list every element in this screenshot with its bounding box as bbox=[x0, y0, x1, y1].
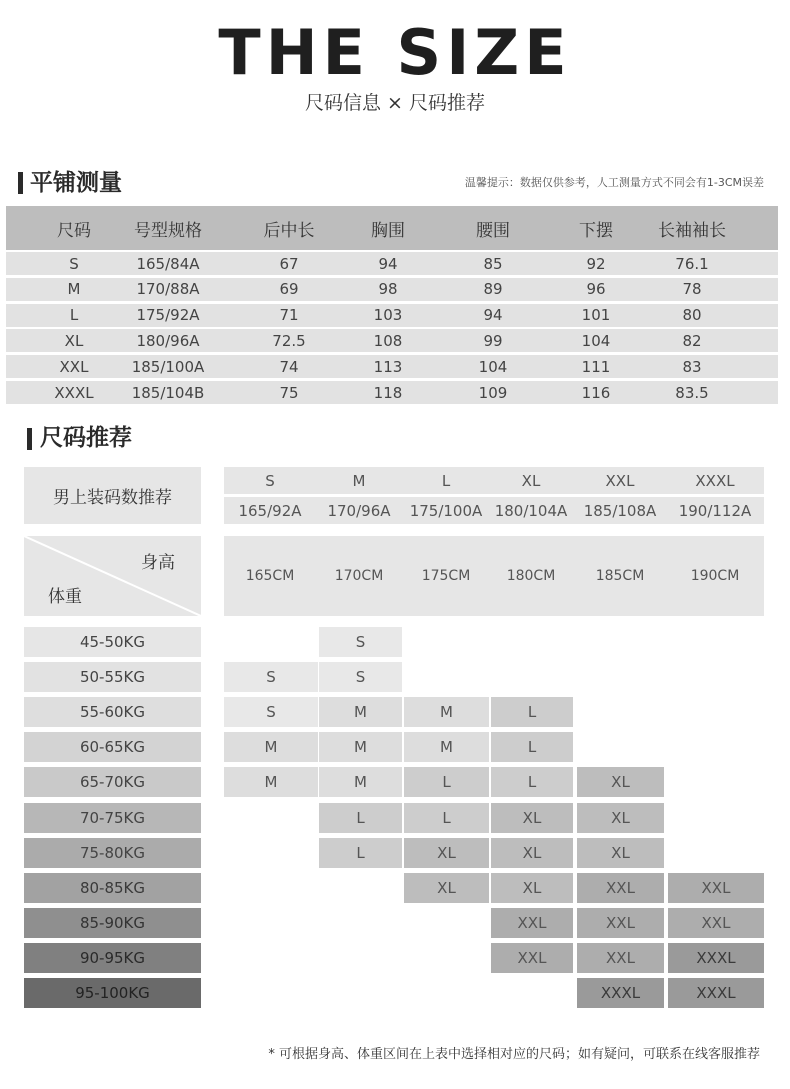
spec-label: 190/112A bbox=[678, 501, 752, 520]
weight-range: 70-75KG bbox=[24, 803, 201, 833]
size-recommendation: M bbox=[224, 732, 318, 762]
spec-label: 180/104A bbox=[494, 501, 568, 520]
table-cell: 94 bbox=[378, 254, 398, 273]
size-recommendation: M bbox=[224, 767, 318, 797]
weight-range: 65-70KG bbox=[24, 767, 201, 797]
size-recommendation: XL bbox=[491, 838, 573, 868]
section-title-flat: 平铺测量 bbox=[30, 170, 122, 196]
table-cell: 113 bbox=[373, 357, 403, 376]
weight-range: 45-50KG bbox=[24, 627, 201, 657]
weight-range: 90-95KG bbox=[24, 943, 201, 973]
section-title-recommend: 尺码推荐 bbox=[40, 425, 132, 451]
table-cell: XXL bbox=[59, 357, 89, 376]
table-cell: 75 bbox=[279, 383, 299, 402]
size-label: L bbox=[441, 471, 451, 490]
size-label: XXL bbox=[605, 471, 635, 490]
table-cell: 109 bbox=[478, 383, 508, 402]
table-cell: 85 bbox=[483, 254, 503, 273]
column-header: 后中长 bbox=[263, 220, 315, 241]
size-recommendation: M bbox=[319, 697, 402, 727]
weight-range: 75-80KG bbox=[24, 838, 201, 868]
size-recommendation: XXL bbox=[577, 943, 664, 973]
size-recommendation: L bbox=[319, 838, 402, 868]
size-recommendation: L bbox=[491, 697, 573, 727]
table-cell: 82 bbox=[682, 331, 702, 350]
height-value: 170CM bbox=[334, 568, 384, 584]
page-title: THE SIZE bbox=[218, 16, 572, 89]
table-cell: 180/96A bbox=[136, 331, 200, 350]
table-cell: 103 bbox=[373, 306, 403, 325]
spec-label: 175/100A bbox=[409, 501, 483, 520]
table-cell: 108 bbox=[373, 331, 403, 350]
weight-range: 55-60KG bbox=[24, 697, 201, 727]
column-header: 胸围 bbox=[371, 220, 405, 241]
size-recommendation: S bbox=[319, 627, 402, 657]
spec-label: 170/96A bbox=[327, 501, 391, 520]
size-recommendation: XL bbox=[577, 767, 664, 797]
height-value: 165CM bbox=[245, 568, 295, 584]
size-recommendation: XL bbox=[491, 803, 573, 833]
table-cell: XL bbox=[64, 331, 84, 350]
size-label: XXXL bbox=[695, 471, 735, 490]
column-header: 尺码 bbox=[57, 220, 91, 241]
size-recommendation: M bbox=[319, 732, 402, 762]
table-cell: 111 bbox=[581, 357, 611, 376]
size-recommendation: L bbox=[404, 803, 489, 833]
table-cell: 98 bbox=[378, 280, 398, 299]
size-label: XL bbox=[521, 471, 541, 490]
weight-range: 50-55KG bbox=[24, 662, 201, 692]
table-cell: 92 bbox=[586, 254, 606, 273]
weight-range: 85-90KG bbox=[24, 908, 201, 938]
table-cell: XXXL bbox=[54, 383, 94, 402]
table-cell: 96 bbox=[586, 280, 606, 299]
size-recommendation: M bbox=[319, 767, 402, 797]
table-cell: 76.1 bbox=[675, 254, 709, 273]
table-cell: 69 bbox=[279, 280, 299, 299]
height-value: 180CM bbox=[506, 568, 556, 584]
size-recommendation: M bbox=[404, 732, 489, 762]
size-recommendation: XXL bbox=[668, 908, 764, 938]
table-cell: 165/84A bbox=[136, 254, 200, 273]
column-header: 腰围 bbox=[476, 220, 510, 241]
size-recommendation: XXL bbox=[491, 908, 573, 938]
size-recommendation: XL bbox=[404, 873, 489, 903]
size-recommendation: L bbox=[491, 732, 573, 762]
size-recommendation: XXL bbox=[668, 873, 764, 903]
column-header: 号型规格 bbox=[134, 220, 202, 241]
size-recommendation: XXL bbox=[577, 873, 664, 903]
table-cell: 80 bbox=[682, 306, 702, 325]
size-recommendation: L bbox=[319, 803, 402, 833]
size-recommendation: S bbox=[319, 662, 402, 692]
footnote: * 可根据身高、体重区间在上表中选择相对应的尺码；如有疑问，可联系在线客服推荐 bbox=[268, 1047, 760, 1062]
column-header: 长袖袖长 bbox=[658, 220, 726, 241]
weight-label: 体重 bbox=[48, 587, 82, 607]
size-recommendation: XXL bbox=[491, 943, 573, 973]
top-label: 男上装码数推荐 bbox=[24, 467, 201, 524]
height-label: 身高 bbox=[141, 553, 175, 573]
height-value: 190CM bbox=[690, 568, 740, 584]
weight-range: 80-85KG bbox=[24, 873, 201, 903]
table-cell: S bbox=[69, 254, 79, 273]
size-recommendation: XXXL bbox=[668, 978, 764, 1008]
table-cell: 94 bbox=[483, 306, 503, 325]
size-recommendation: L bbox=[491, 767, 573, 797]
table-cell: 118 bbox=[373, 383, 403, 402]
size-recommendation: XXL bbox=[577, 908, 664, 938]
table-cell: 83 bbox=[682, 357, 702, 376]
table-cell: M bbox=[67, 280, 81, 299]
table-cell: 67 bbox=[279, 254, 299, 273]
table-cell: L bbox=[69, 306, 79, 325]
height-value: 185CM bbox=[595, 568, 645, 584]
size-recommendation: XL bbox=[404, 838, 489, 868]
table-cell: 185/100A bbox=[131, 357, 205, 376]
table-cell: 101 bbox=[581, 306, 611, 325]
page-subtitle: 尺码信息 × 尺码推荐 bbox=[305, 92, 485, 114]
size-label: M bbox=[352, 471, 366, 490]
spec-label: 185/108A bbox=[583, 501, 657, 520]
spec-label: 165/92A bbox=[238, 501, 302, 520]
table-cell: 104 bbox=[581, 331, 611, 350]
table-cell: 99 bbox=[483, 331, 503, 350]
size-recommendation: XXXL bbox=[577, 978, 664, 1008]
weight-range: 60-65KG bbox=[24, 732, 201, 762]
size-recommendation: S bbox=[224, 697, 318, 727]
table-cell: 72.5 bbox=[272, 331, 306, 350]
size-recommendation: M bbox=[404, 697, 489, 727]
size-recommendation: XL bbox=[491, 873, 573, 903]
size-recommendation: L bbox=[404, 767, 489, 797]
size-recommendation: S bbox=[224, 662, 318, 692]
height-value: 175CM bbox=[421, 568, 471, 584]
weight-range: 95-100KG bbox=[24, 978, 201, 1008]
table-cell: 71 bbox=[279, 306, 299, 325]
table-cell: 185/104B bbox=[131, 383, 205, 402]
table-cell: 116 bbox=[581, 383, 611, 402]
size-recommendation: XL bbox=[577, 803, 664, 833]
table-cell: 104 bbox=[478, 357, 508, 376]
size-label: S bbox=[265, 471, 275, 490]
size-recommendation: XXXL bbox=[668, 943, 764, 973]
table-cell: 170/88A bbox=[136, 280, 200, 299]
table-cell: 78 bbox=[682, 280, 702, 299]
table-cell: 74 bbox=[279, 357, 299, 376]
measure-tip: 温馨提示：数据仅供参考，人工测量方式不同会有1-3CM误差 bbox=[464, 176, 764, 189]
table-cell: 89 bbox=[483, 280, 503, 299]
column-header: 下摆 bbox=[579, 220, 613, 241]
size-recommendation: XL bbox=[577, 838, 664, 868]
table-cell: 175/92A bbox=[136, 306, 200, 325]
table-cell: 83.5 bbox=[675, 383, 709, 402]
